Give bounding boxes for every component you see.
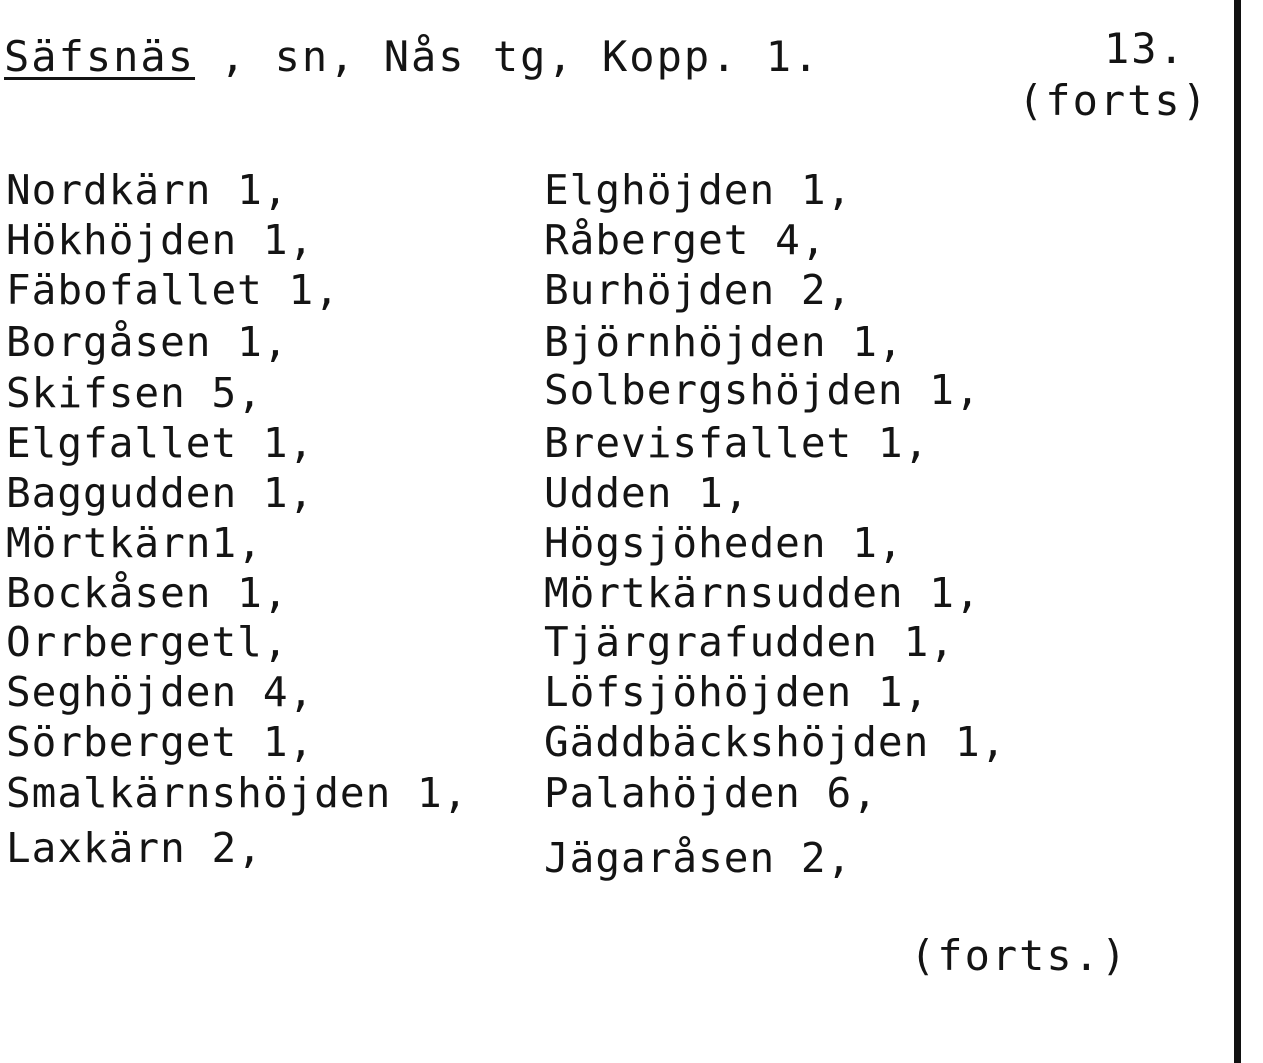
list-item: Tjärgrafudden 1, [544, 618, 955, 666]
list-item: Seghöjden 4, [6, 668, 315, 716]
list-item: Högsjöheden 1, [544, 519, 904, 567]
list-item: Sörberget 1, [6, 718, 315, 766]
list-item: Mörtkärn1, [6, 519, 263, 567]
list-item: Råberget 4, [544, 216, 827, 264]
list-item: Solbergshöjden 1, [544, 366, 981, 414]
card-title-place [4, 32, 196, 81]
parish-name: Säfsnäs [4, 32, 196, 81]
continued-label-bottom: (forts.) [910, 931, 1129, 980]
list-item: Palahöjden 6, [544, 769, 878, 817]
list-item: Baggudden 1, [6, 469, 315, 517]
list-item: Björnhöjden 1, [544, 318, 904, 366]
list-item: Jägaråsen 2, [544, 834, 853, 882]
list-item: Laxkärn 2, [6, 824, 263, 872]
list-item: Orrbergetl, [6, 618, 289, 666]
list-item: Gäddbäckshöjden 1, [544, 718, 1007, 766]
list-item: Burhöjden 2, [544, 266, 853, 314]
list-item: Borgåsen 1, [6, 318, 289, 366]
list-item: Elghöjden 1, [544, 166, 853, 214]
card-number: 13. [1104, 24, 1186, 73]
list-item: Fäbofallet 1, [6, 266, 340, 314]
continued-label-top: (forts) [1018, 76, 1210, 125]
list-item: Nordkärn 1, [6, 166, 289, 214]
card-title-details: , sn, Nås tg, Kopp. 1. [220, 32, 821, 81]
list-item: Löfsjöhöjden 1, [544, 668, 930, 716]
list-item: Skifsen 5, [6, 369, 263, 417]
list-item: Smalkärnshöjden 1, [6, 769, 469, 817]
list-item: Elgfallet 1, [6, 419, 315, 467]
list-item: Hökhöjden 1, [6, 216, 315, 264]
list-item: Brevisfallet 1, [544, 419, 930, 467]
list-item: Udden 1, [544, 469, 750, 517]
card-edge-line [1234, 0, 1241, 1063]
list-item: Mörtkärnsudden 1, [544, 569, 981, 617]
list-item: Bockåsen 1, [6, 569, 289, 617]
